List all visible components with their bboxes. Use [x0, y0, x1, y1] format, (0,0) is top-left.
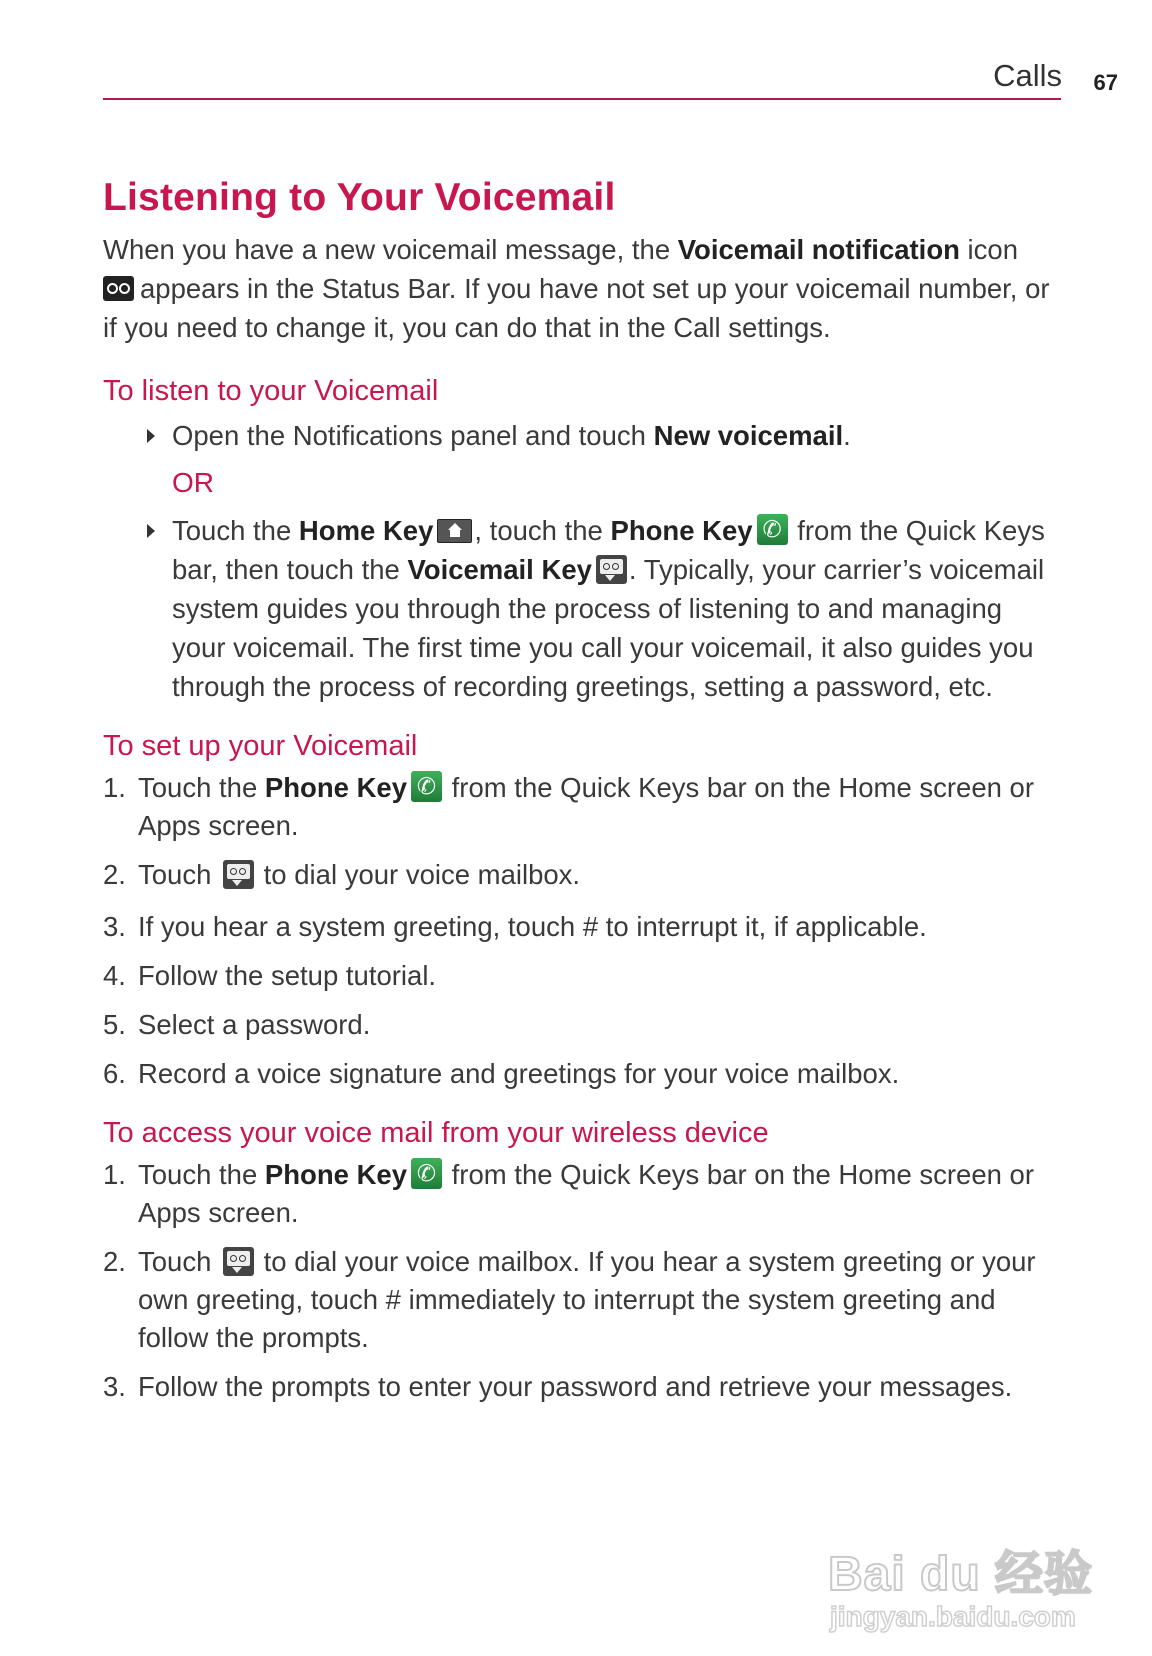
heading-access: To access your voice mail from your wireless device	[103, 1117, 769, 1149]
bullet-text: .	[843, 420, 851, 451]
list-number: 1.	[103, 772, 126, 803]
intro-text: When you have a new voicemail message, the	[103, 234, 678, 265]
bullet-bold: Home Key	[298, 515, 434, 546]
list-text: Touch	[138, 1246, 220, 1277]
list-item	[103, 1055, 1063, 1093]
list-text: from the Quick Keys bar on the Home screen or Apps screen.	[138, 1159, 1035, 1228]
list-text: to dial your voice mailbox. If you hear a system greeting or your own greeting, touch # immediately to interrupt the system greeting and follow the prompts.	[138, 1246, 1036, 1353]
list-text: Follow the prompts to enter your password and retrieve your messages.	[138, 1371, 1013, 1402]
list-text: Touch the	[138, 1159, 265, 1190]
voicemail-key-icon	[223, 860, 254, 889]
heading-listen: To listen to your Voicemail	[103, 375, 439, 407]
phone-key-icon: ✆	[411, 1158, 442, 1189]
watermark-url: jingyan.baidu.com	[830, 1601, 1076, 1632]
page-title: Listening to Your Voicemail	[103, 176, 616, 219]
intro-text: appears in the Status Bar. If you have not set up your voicemail number, or if you need to change it, you can do that in the Call settings.	[103, 273, 1050, 343]
header-rule	[103, 98, 1061, 100]
section-name: Calls	[993, 58, 1062, 93]
list-item	[103, 957, 1063, 995]
list-text: If you hear a system greeting, touch # to interrupt it, if applicable.	[138, 911, 927, 942]
list-item	[103, 1243, 1063, 1357]
intro-text: icon	[959, 234, 1019, 265]
list-text: to dial your voice mailbox.	[256, 859, 581, 890]
list-number: 3.	[103, 1371, 126, 1402]
bullet-bold: New voicemail	[653, 420, 844, 451]
page-number: 67	[1093, 70, 1118, 95]
or-label: OR	[172, 467, 214, 498]
bullet-item	[103, 511, 1063, 706]
heading-setup: To set up your Voicemail	[103, 730, 418, 762]
list-number: 4.	[103, 960, 126, 991]
home-key-icon	[437, 519, 472, 543]
bullet-text: Open the Notifications panel and touch	[172, 420, 654, 451]
list-text: Select a password.	[138, 1009, 371, 1040]
list-item	[103, 1006, 1063, 1044]
phone-key-icon: ✆	[411, 771, 442, 802]
list-bold: Phone Key	[264, 772, 408, 803]
bullet-text: Touch the	[172, 515, 299, 546]
voicemail-notification-icon	[103, 276, 134, 301]
list-item	[103, 908, 1063, 946]
list-item	[103, 1156, 1063, 1232]
list-number: 1.	[103, 1159, 126, 1190]
triangle-bullet-icon	[147, 429, 155, 443]
intro-paragraph	[103, 230, 1063, 347]
bullet-text: . Typically, your carrier’s voicemail system guides you through the process of listening to and managing your voicemail. The first time you call your voicemail, it also guides you through the process of recording greetings, setting a password, etc.	[172, 554, 1045, 702]
list-item	[103, 769, 1063, 845]
list-text: Follow the setup tutorial.	[138, 960, 437, 991]
baidu-watermark	[820, 1535, 1120, 1645]
list-item	[103, 1368, 1063, 1406]
bullet-text: from the Quick Keys bar, then touch the	[172, 515, 1045, 585]
voicemail-key-icon	[223, 1247, 254, 1276]
intro-bold: Voicemail notification	[677, 234, 960, 265]
list-number: 2.	[103, 1246, 126, 1277]
bullet-text: , touch the	[474, 515, 611, 546]
list-text: Record a voice signature and greetings for your voice mailbox.	[138, 1058, 900, 1089]
triangle-bullet-icon	[147, 524, 155, 538]
list-number: 6.	[103, 1058, 126, 1089]
list-number: 5.	[103, 1009, 126, 1040]
phone-key-icon: ✆	[757, 514, 788, 545]
list-item	[103, 856, 1063, 894]
list-text: Touch	[138, 859, 220, 890]
voicemail-key-icon	[596, 555, 627, 584]
list-text: Touch the	[138, 772, 265, 803]
bullet-item	[103, 416, 1063, 455]
bullet-bold: Phone Key	[610, 515, 753, 546]
page-content	[103, 176, 1063, 1406]
list-text: from the Quick Keys bar on the Home screen or Apps screen.	[138, 772, 1035, 841]
list-bold: Phone Key	[264, 1159, 408, 1190]
watermark-logo-text: Bai du 经验	[828, 1548, 1094, 1601]
bullet-bold: Voicemail Key	[407, 554, 592, 585]
list-number: 3.	[103, 911, 126, 942]
list-number: 2.	[103, 859, 126, 890]
